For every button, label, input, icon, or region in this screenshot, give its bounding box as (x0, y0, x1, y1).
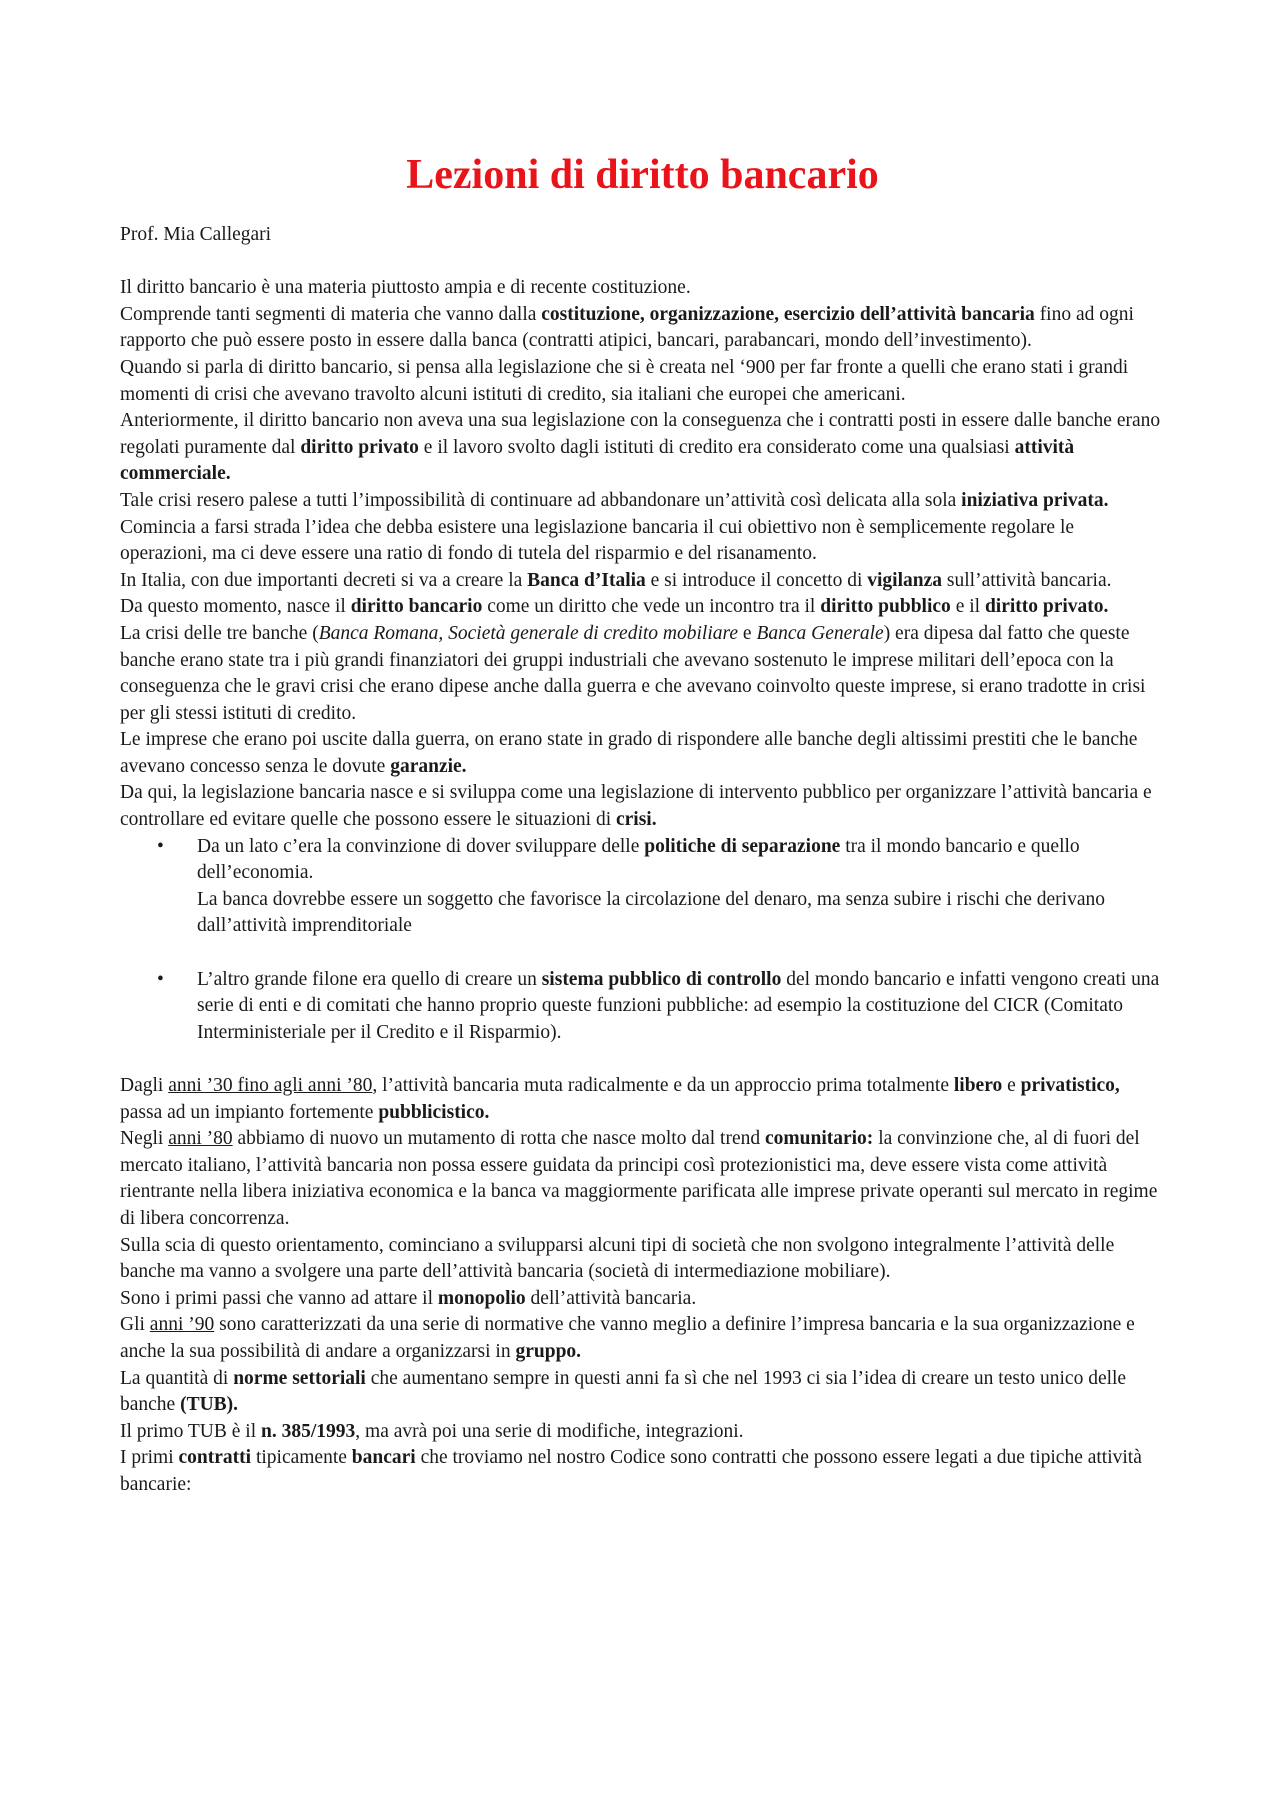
bold-text: garanzie. (390, 755, 467, 777)
text-run: e si introduce il concetto di (645, 569, 868, 591)
bold-text: diritto bancario (350, 596, 483, 618)
text-run: e il lavoro svolto dagli istituti di credito era considerato come una qualsiasi (418, 436, 1015, 458)
text-run: tra il mondo bancario e quello dell’economia. (197, 835, 1080, 884)
paragraph (120, 1366, 1165, 1419)
bullet-paragraph (197, 887, 1165, 940)
paragraph (120, 488, 1165, 515)
text-run: fino ad ogni rapporto che può essere posto in essere dalla banca (contratti atipici, bancari, parabancari, mondo dell’investimento). (120, 303, 1134, 352)
text-run: che troviamo nel nostro Codice sono contratti che possono essere legati a due tipiche attività bancarie: (120, 1447, 1142, 1495)
bold-text: privatistico, (1020, 1075, 1120, 1096)
bold-text: contratti (178, 1447, 252, 1469)
paragraph (120, 594, 1165, 621)
author-line: Prof. Mia Callegari (120, 224, 272, 245)
bullet-list (120, 834, 1165, 1047)
text-run: come un diritto che vede un incontro tra il (482, 596, 821, 618)
text-run: Il primo TUB è il (120, 1420, 262, 1442)
text-run: sull’attività bancaria. (942, 569, 1112, 591)
underlined-text: anni ’30 fino agli anni ’80 (168, 1075, 373, 1096)
bullet-paragraph (197, 834, 1165, 887)
text-run: e (738, 622, 757, 644)
paragraph (120, 621, 1165, 727)
text-run: La crisi delle tre banche ( (120, 622, 319, 644)
bold-text: monopolio (437, 1287, 526, 1309)
bold-text: sistema pubblico di controllo (541, 968, 782, 990)
bold-text: (TUB). (180, 1394, 239, 1416)
bold-text: pubblicistico. (378, 1101, 490, 1123)
text-run: Gli (120, 1314, 150, 1336)
bold-text: libero (953, 1075, 1003, 1096)
text-run: L’altro grande filone era quello di creare un (197, 968, 542, 990)
text-run: dell’attività bancaria. (525, 1287, 697, 1309)
bold-text: vigilanza (867, 569, 943, 591)
bullet-item (197, 967, 1165, 1047)
text-run: Il diritto bancario è una materia piuttosto ampia e di recente costituzione. (120, 277, 691, 299)
text-run: I primi (120, 1447, 179, 1469)
text-run: Comincia a farsi strada l’idea che debba esistere una legislazione bancaria il cui obiettivo non è semplicemente regolare le operazioni, ma ci deve essere una ratio di fondo di tutela del risparmio e del risanamento. (120, 516, 1075, 565)
text-run: Le imprese che erano poi uscite dalla guerra, on erano state in grado di rispondere alle banche degli altissimi prestiti che le banche avevano concesso senza le dovute (120, 729, 1138, 777)
text-run: Sulla scia di questo orientamento, cominciano a svilupparsi alcuni tipi di società che non svolgono integralmente l’attività delle banche ma vanno a svolgere una parte dell’attività bancaria (società di intermediazione mobiliare). (120, 1234, 1115, 1283)
bold-text: costituzione, organizzazione, esercizio dell’attività bancaria (541, 303, 1035, 325)
text-run: Negli (120, 1128, 169, 1150)
paragraph (120, 1233, 1165, 1286)
italic-text: Banca Generale (756, 622, 884, 644)
text-run: In Italia, con due importanti decreti si va a creare la (120, 569, 528, 591)
bold-text: diritto pubblico (820, 596, 951, 618)
paragraph (120, 1286, 1165, 1313)
text-run: La quantità di (120, 1367, 234, 1389)
bold-text: gruppo. (515, 1340, 582, 1362)
bold-text: iniziativa privata. (961, 489, 1109, 511)
bold-text: bancari (351, 1447, 416, 1469)
text-run: Da questo momento, nasce il (120, 596, 351, 618)
paragraph (120, 1419, 1165, 1446)
text-run: che aumentano sempre in questi anni fa sì che nel 1993 ci sia l’idea di creare un testo unico delle banche (120, 1367, 1127, 1416)
bold-text: politiche di separazione (644, 835, 841, 857)
bullet-paragraph (197, 967, 1165, 1047)
paragraph (120, 302, 1165, 355)
section-history (120, 1073, 1165, 1499)
text-run: Sono i primi passi che vanno ad attare il (120, 1287, 438, 1309)
paragraph (120, 780, 1165, 833)
bold-text: diritto privato. (984, 596, 1109, 618)
bold-text: comunitario: (764, 1128, 874, 1150)
underlined-text: anni ’80 (168, 1128, 233, 1150)
paragraph (120, 355, 1165, 408)
text-run: ) era dipesa dal fatto che queste banche erano state tra i più grandi finanziatori dei gruppi industriali che avevano sostenuto le imprese militari dell’epoca con la conseguenza che le gravi crisi che erano dipese anche dalla guerra e che avevano coinvolto queste imprese, si erano tradotte in crisi per gli stessi istituti di credito. (120, 622, 1146, 724)
paragraph (120, 1073, 1165, 1126)
text-run: Anteriormente, il diritto bancario non aveva una sua legislazione con la conseguenza che i contratti posti in essere dalle banche erano regolati puramente dal (120, 410, 1161, 458)
text-run: e il (950, 596, 985, 618)
text-run: del mondo bancario e infatti vengono creati una serie di enti e di comitati che hanno proprio queste funzioni pubbliche: ad esempio la costituzione del CICR (Comitato Interministeriale per il Credito e il Risparmio). (197, 968, 1160, 1043)
text-run: passa ad un impianto fortemente (120, 1101, 379, 1123)
text-run: Quando si parla di diritto bancario, si pensa alla legislazione che si è creata nel ‘900 per far fronte a quelli che erano stati i grandi momenti di crisi che avevano travolto alcuni istituti di credito, sia italiani che europei che americani. (120, 356, 1129, 405)
text-run: la convinzione che, al di fuori del mercato italiano, l’attività bancaria non possa essere guidata da principi così protezionistici ma, deve essere vista come attività rientrante nella libera iniziativa economica e la banca va maggiormente parificata alle imprese private operanti sul mercato in regime di libera concorrenza. (120, 1128, 1158, 1229)
paragraph (120, 408, 1165, 488)
text-run: Da un lato c’era la convinzione di dover sviluppare delle (197, 835, 645, 857)
italic-text: Banca Romana, Società generale di credito mobiliare (318, 622, 739, 644)
paragraph (120, 1312, 1165, 1365)
text-run: e (1002, 1075, 1021, 1096)
bold-text: diritto privato (300, 436, 419, 458)
bold-text: n. 385/1993 (261, 1420, 356, 1442)
bold-text: attività commerciale. (120, 436, 1075, 485)
bold-text: Banca d’Italia (527, 569, 646, 591)
paragraph (120, 727, 1165, 780)
text-run: Dagli (120, 1075, 169, 1096)
text-run: , l’attività bancaria muta radicalmente e da un approccio prima totalmente (372, 1075, 954, 1096)
spacer (120, 1046, 1165, 1073)
paragraph (120, 568, 1165, 595)
text-run: Da qui, la legislazione bancaria nasce e si sviluppa come una legislazione di intervento pubblico per organizzare l’attività bancaria e controllare ed evitare quelle che possono essere le situazioni di (120, 782, 1152, 831)
paragraph (120, 1445, 1165, 1498)
underlined-text: anni ’90 (149, 1314, 215, 1336)
document-title: Lezioni di diritto bancario (406, 152, 879, 198)
text-run: abbiamo di nuovo un mutamento di rotta che nasce molto dal trend (232, 1128, 765, 1150)
text-run: , ma avrà poi una serie di modifiche, integrazioni. (355, 1420, 744, 1442)
text-run: Tale crisi resero palese a tutti l’impossibilità di continuare ad abbandonare un’attività così delicata alla sola (120, 489, 962, 511)
section-intro (120, 275, 1165, 833)
bullet-item (197, 834, 1165, 940)
text-run: sono caratterizzati da una serie di normative che vanno meglio a definire l’impresa bancaria e la sua organizzazione e anche la sua possibilità di andare a organizzarsi in (120, 1314, 1135, 1362)
bold-text: crisi. (615, 809, 657, 831)
paragraph (120, 515, 1165, 568)
paragraph (120, 275, 1165, 302)
text-run: La banca dovrebbe essere un soggetto che favorisce la circolazione del denaro, ma senza subire i rischi che derivano dall’attività imprenditoriale (197, 888, 1105, 937)
bold-text: norme settoriali (233, 1367, 366, 1389)
paragraph (120, 1126, 1165, 1232)
text-run: tipicamente (251, 1447, 352, 1469)
text-run: Comprende tanti segmenti di materia che vanno dalla (120, 303, 542, 325)
